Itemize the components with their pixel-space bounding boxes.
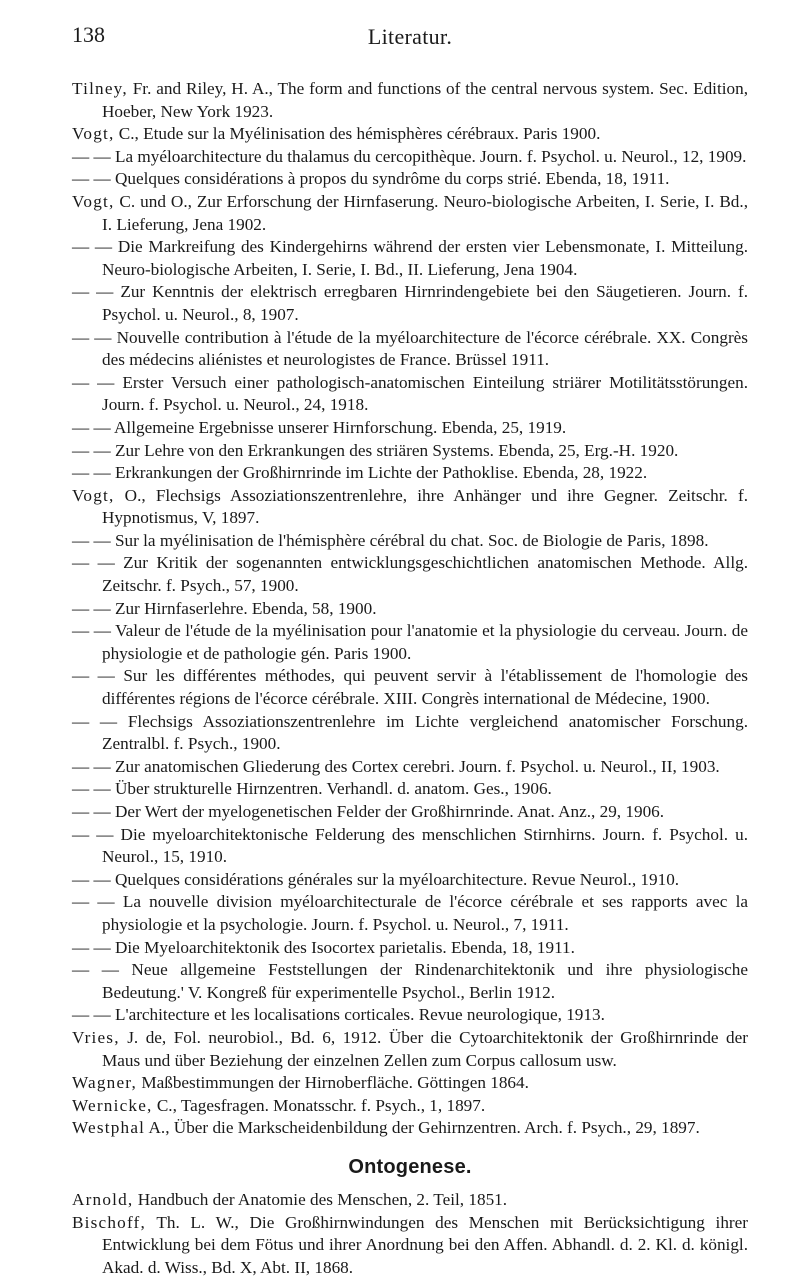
entry-text: J. de, Fol. neurobiol., Bd. 6, 1912. Über die Cytoarchitektonik der Großhirnrinde der Maus und über Beziehung der einzelnen Zellen zum Corpus callosum usw. [102,1028,748,1070]
entry-author: Vogt, [72,124,114,143]
entry-text: — — Zur Lehre von den Erkrankungen des striären Systems. Ebenda, 25, Erg.-H. 1920. [72,441,678,460]
bibliography-entry [72,891,748,936]
section-heading: Ontogenese. [72,1156,748,1179]
entry-text: — — Die Markreifung des Kindergehirns während der ersten vier Lebensmonate, I. Mitteilung. Neuro-biologische Arbeiten, I. Serie, I. Bd., II. Lieferung, Jena 1904. [72,237,748,279]
entry-text: — — Die Myeloarchitektonik des Isocortex parietalis. Ebenda, 18, 1911. [72,938,575,957]
entry-text: C., Tagesfragen. Monatsschr. f. Psych., 1, 1897. [153,1096,486,1115]
entry-text: — — Valeur de l'étude de la myélinisation pour l'anatomie et la physiologie du cerveau. Journ. de physiologie et de pathologie gén. Paris 1900. [72,621,748,663]
entry-text: Th. L. W., Die Großhirnwindungen des Menschen mit Berücksichtigung ihrer Entwicklung bei dem Fötus und ihrer Anordnung bei den Affen. Abhandl. d. 2. Kl. d. königl. Akad. d. Wiss., Bd. X, Abt. II, 1868. [102,1213,748,1277]
bibliography-entry [72,1072,748,1095]
entry-author: Wernicke, [72,1096,153,1115]
bibliography-entry [72,372,748,417]
bibliography-entry [72,485,748,530]
bibliography-entry [72,1004,748,1027]
entry-text: — — Erster Versuch einer pathologisch-anatomischen Einteilung striärer Motilitätsstörungen. Journ. f. Psychol. u. Neurol., 24, 1918. [72,373,748,415]
bibliography-entry [72,440,748,463]
entry-text: — — Erkrankungen der Großhirnrinde im Lichte der Pathoklise. Ebenda, 28, 1922. [72,463,647,482]
entry-author: Wagner, [72,1073,137,1092]
entry-author: Vries, [72,1028,120,1047]
bibliography-entry [72,552,748,597]
bibliography-entry [72,236,748,281]
page-number: 138 [72,22,105,48]
entry-text: — — Quelques considérations générales sur la myéloarchitecture. Revue Neurol., 1910. [72,870,679,889]
bibliography-entry [72,1189,748,1212]
entry-text: — — Zur Kenntnis der elektrisch erregbaren Hirnrindengebiete bei den Säugetieren. Journ. f. Psychol. u. Neurol., 8, 1907. [72,282,748,324]
bibliography-entry [72,417,748,440]
entry-author: Vogt, [72,192,114,211]
bibliography-entry [72,327,748,372]
entry-text: Fr. and Riley, H. A., The form and functions of the central nervous system. Sec. Edition, Hoeber, New York 1923. [102,79,748,121]
bibliography-entry [72,146,748,169]
entry-text: Handbuch der Anatomie des Menschen, 2. Teil, 1851. [133,1190,507,1209]
entry-text: O., Flechsigs Assoziationszentrenlehre, ihre Anhänger und ihre Gegner. Zeitschr. f. Hypnotismus, V, 1897. [102,486,748,528]
entry-text: C., Etude sur la Myélinisation des hémisphères cérébraux. Paris 1900. [114,124,600,143]
bibliography-entry [72,937,748,960]
entry-text: — — Die myeloarchitektonische Felderung des menschlichen Stirnhirns. Journ. f. Psychol. u. Neurol., 15, 1910. [72,825,748,867]
bibliography-entry [72,462,748,485]
entry-text: — — Zur Kritik der sogenannten entwicklungsgeschichtlichen anatomischen Methode. Allg. Zeitschr. f. Psych., 57, 1900. [72,553,748,595]
page-header [72,22,748,52]
entry-author: Westphal [72,1118,145,1137]
entry-author: Vogt, [72,486,114,505]
entry-text: — — Allgemeine Ergebnisse unserer Hirnforschung. Ebenda, 25, 1919. [72,418,566,437]
bibliography-entry [72,1027,748,1072]
bibliography-entry [72,756,748,779]
entry-text: — — Der Wert der myelogenetischen Felder der Großhirnrinde. Anat. Anz., 29, 1906. [72,802,664,821]
bibliography-entry [72,78,748,123]
entry-text: — — Sur la myélinisation de l'hémisphère cérébral du chat. Soc. de Biologie de Paris, 1898. [72,531,709,550]
bibliography-entry [72,711,748,756]
bibliography-entry [72,801,748,824]
entry-text: C. und O., Zur Erforschung der Hirnfaserung. Neuro-biologische Arbeiten, I. Serie, I. Bd., I. Lieferung, Jena 1902. [102,192,748,234]
bibliography-entry [72,1095,748,1118]
entry-text: Maßbestimmungen der Hirnoberfläche. Göttingen 1864. [137,1073,529,1092]
bibliography-entry [72,168,748,191]
bibliography-entry [72,665,748,710]
entry-text: — — Quelques considérations à propos du syndrôme du corps strié. Ebenda, 18, 1911. [72,169,669,188]
bibliography-entry [72,123,748,146]
bibliography-entry [72,959,748,1004]
bibliography-entry [72,620,748,665]
entry-author: Tilney, [72,79,128,98]
entry-text: — — Flechsigs Assoziationszentrenlehre im Lichte vergleichend anatomischer Forschung. Zentralbl. f. Psych., 1900. [72,712,748,754]
entry-text: — — Über strukturelle Hirnzentren. Verhandl. d. anatom. Ges., 1906. [72,779,552,798]
running-head: Literatur. [72,24,748,50]
bibliography-entry [72,1117,748,1140]
entry-text: — — Sur les différentes méthodes, qui peuvent servir à l'établissement de l'homologie des différentes régions de l'écorce cérébrale. XIII. Congrès international de Médecine, 1900. [72,666,748,708]
entry-text: — — Neue allgemeine Feststellungen der Rindenarchitektonik und ihre physiologische Bedeutung.' V. Kongreß für experimentelle Psychol., Berlin 1912. [72,960,748,1002]
entry-text: — — L'architecture et les localisations corticales. Revue neurologique, 1913. [72,1005,605,1024]
bibliography-entry [72,598,748,621]
entry-text: — — Nouvelle contribution à l'étude de la myéloarchitecture de l'écorce cérébrale. XX. Congrès des médecins aliénistes et neurologistes de France. Brüssel 1911. [72,328,748,370]
entry-text: — — La myéloarchitecture du thalamus du cercopithèque. Journ. f. Psychol. u. Neurol., 12, 1909. [72,147,746,166]
bibliography-entry [72,778,748,801]
entry-text: — — Zur Hirnfaserlehre. Ebenda, 58, 1900. [72,599,377,618]
bibliography-entry [72,191,748,236]
entry-text: A., Über die Markscheidenbildung der Gehirnzentren. Arch. f. Psych., 29, 1897. [145,1118,700,1137]
entry-author: Bischoff, [72,1213,146,1232]
bibliography-entry [72,1212,748,1279]
bibliography-entry [72,824,748,869]
entry-text: — — La nouvelle division myéloarchitecturale de l'écorce cérébrale et ses rapports avec la physiologie et la psychologie. Journ. f. Psychol. u. Neurol., 7, 1911. [72,892,748,934]
bibliography-entry [72,530,748,553]
bibliography-entry [72,281,748,326]
bibliography-entry [72,869,748,892]
bibliography [72,78,748,1279]
entry-author: Arnold, [72,1190,133,1209]
entry-text: — — Zur anatomischen Gliederung des Cortex cerebri. Journ. f. Psychol. u. Neurol., II, 1903. [72,757,720,776]
